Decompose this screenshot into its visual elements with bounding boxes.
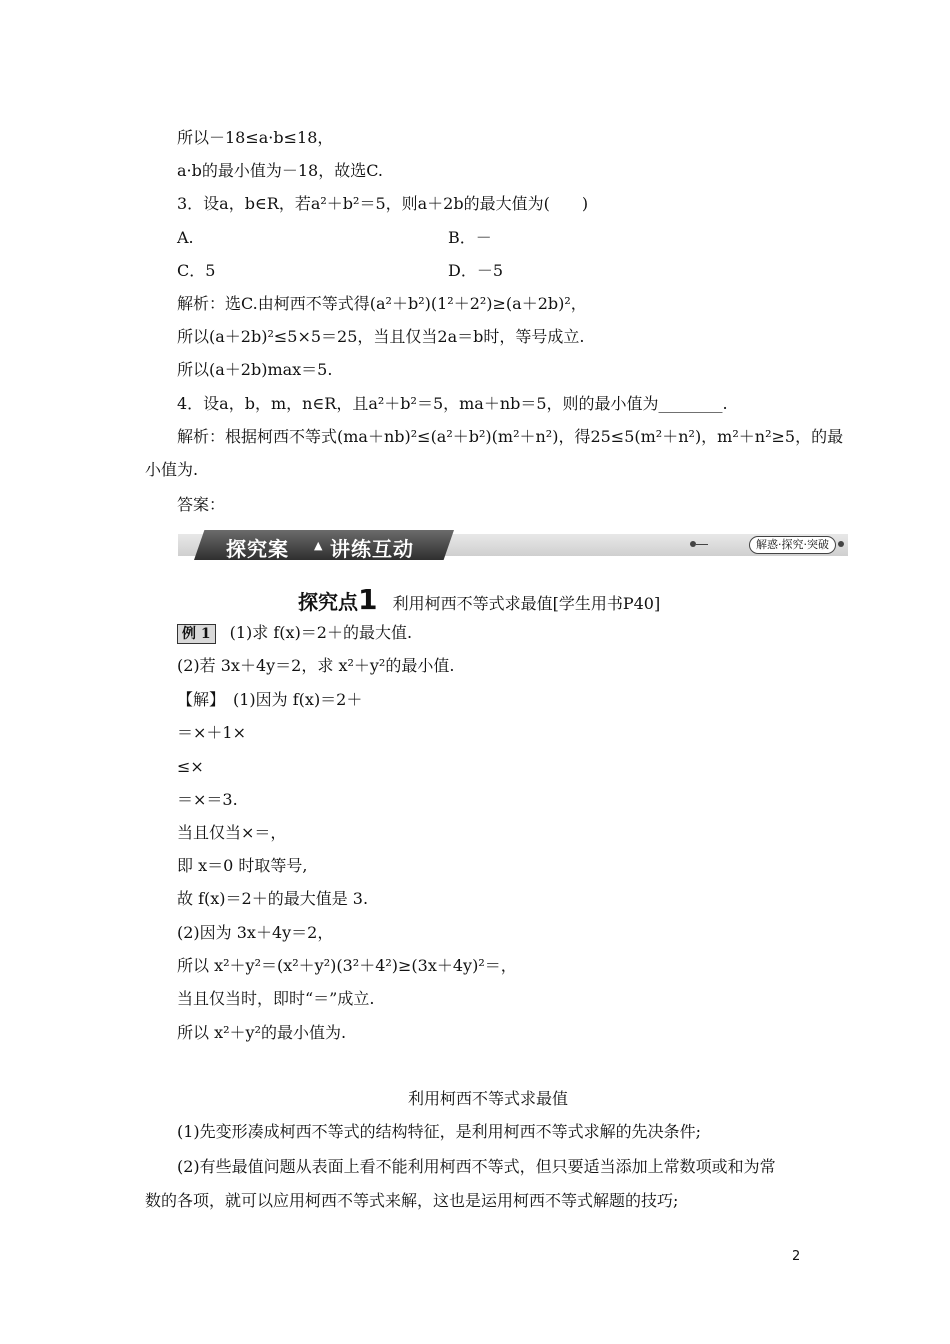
summary-point-2b: 数的各项，就可以应用柯西不等式来解，这也是运用柯西不等式解题的技巧; [145,1191,679,1210]
banner-triangle-icon: ▲ [314,539,323,552]
banner-title: 探究案 [226,537,289,561]
solution-line-4: ＝×＝3. [177,790,238,809]
banner-line-left [696,544,708,545]
analysis-line-1: 解析：选C.由柯西不等式得(a²＋b²)(1²＋2²)≥(a＋2b)²， [177,294,587,313]
exploration-point-heading [298,584,660,620]
example-q2: (2)若 3x＋4y＝2，求 x²＋y²的最小值. [177,656,455,675]
banner-dot-right [838,541,844,547]
point-title: 利用柯西不等式求最值[学生用书P40] [392,594,661,613]
section-banner [178,530,848,560]
solution-line-7: 故 f(x)＝2＋的最大值是 3. [177,889,369,908]
question-4: 4．设a，b，m，n∈R，且a²＋b²＝5，ma＋nb＝5，则的最小值为________. [177,394,728,413]
banner-tag: 解惑·探究·突破 [749,536,836,554]
point-number: 1 [358,583,378,616]
point-label: 探究点 [298,590,358,614]
analysis-line-3: 所以(a＋2b)max＝5. [177,360,333,379]
solution-line-6: 即 x＝0 时取等号, [177,856,308,875]
solution-line-2: ＝×＋1× [177,723,246,742]
summary-point-1: (1)先变形凑成柯西不等式的结构特征，是利用柯西不等式求解的先决条件; [177,1122,702,1141]
analysis-4-line-1: 解析：根据柯西不等式(ma＋nb)²≤(a²＋b²)(m²＋n²)，得25≤5(m²＋n²)，m²＋n²≥5，的最 [177,427,844,446]
summary-title: 利用柯西不等式求最值 [408,1089,569,1108]
solution-line-9: 所以 x²＋y²＝(x²＋y²)(3²＋4²)≥(3x＋4y)²＝， [177,956,517,975]
line-2: a·b的最小值为－18，故选C. [177,161,383,180]
answer-label: 答案： [177,495,226,514]
solution-line-3: ≤× [177,757,204,776]
option-b: B．－ [448,228,492,247]
analysis-4-line-2: 小值为. [145,460,199,479]
example-q1: (1)求 f(x)＝2＋的最大值. [229,623,413,642]
option-a: A. [177,228,194,247]
example-line-1 [177,622,412,644]
summary-point-2a: (2)有些最值问题从表面上看不能利用柯西不等式，但只要适当添加上常数项或和为常 [177,1157,776,1176]
page-number: 2 [792,1249,801,1264]
solution-line-8: (2)因为 3x＋4y＝2， [177,923,334,942]
example-tag: 例 1 [177,624,216,644]
option-c: C．5 [177,261,216,280]
solution-line-11: 所以 x²＋y²的最小值为. [177,1023,347,1042]
question-3: 3．设a，b∈R，若a²＋b²＝5，则a＋2b的最大值为( ) [177,194,589,213]
line-1: 所以－18≤a·b≤18， [177,128,334,147]
solution-line-10: 当且仅当时，即时“＝”成立. [177,989,375,1008]
solution-line-1: 【解】 (1)因为 f(x)＝2＋ [177,690,363,709]
banner-subtitle: 讲练互动 [330,537,414,561]
solution-line-5: 当且仅当×＝， [177,823,287,842]
option-d: D．－5 [448,261,504,280]
analysis-line-2: 所以(a＋2b)²≤5×5＝25，当且仅当2a＝b时，等号成立. [177,327,585,346]
